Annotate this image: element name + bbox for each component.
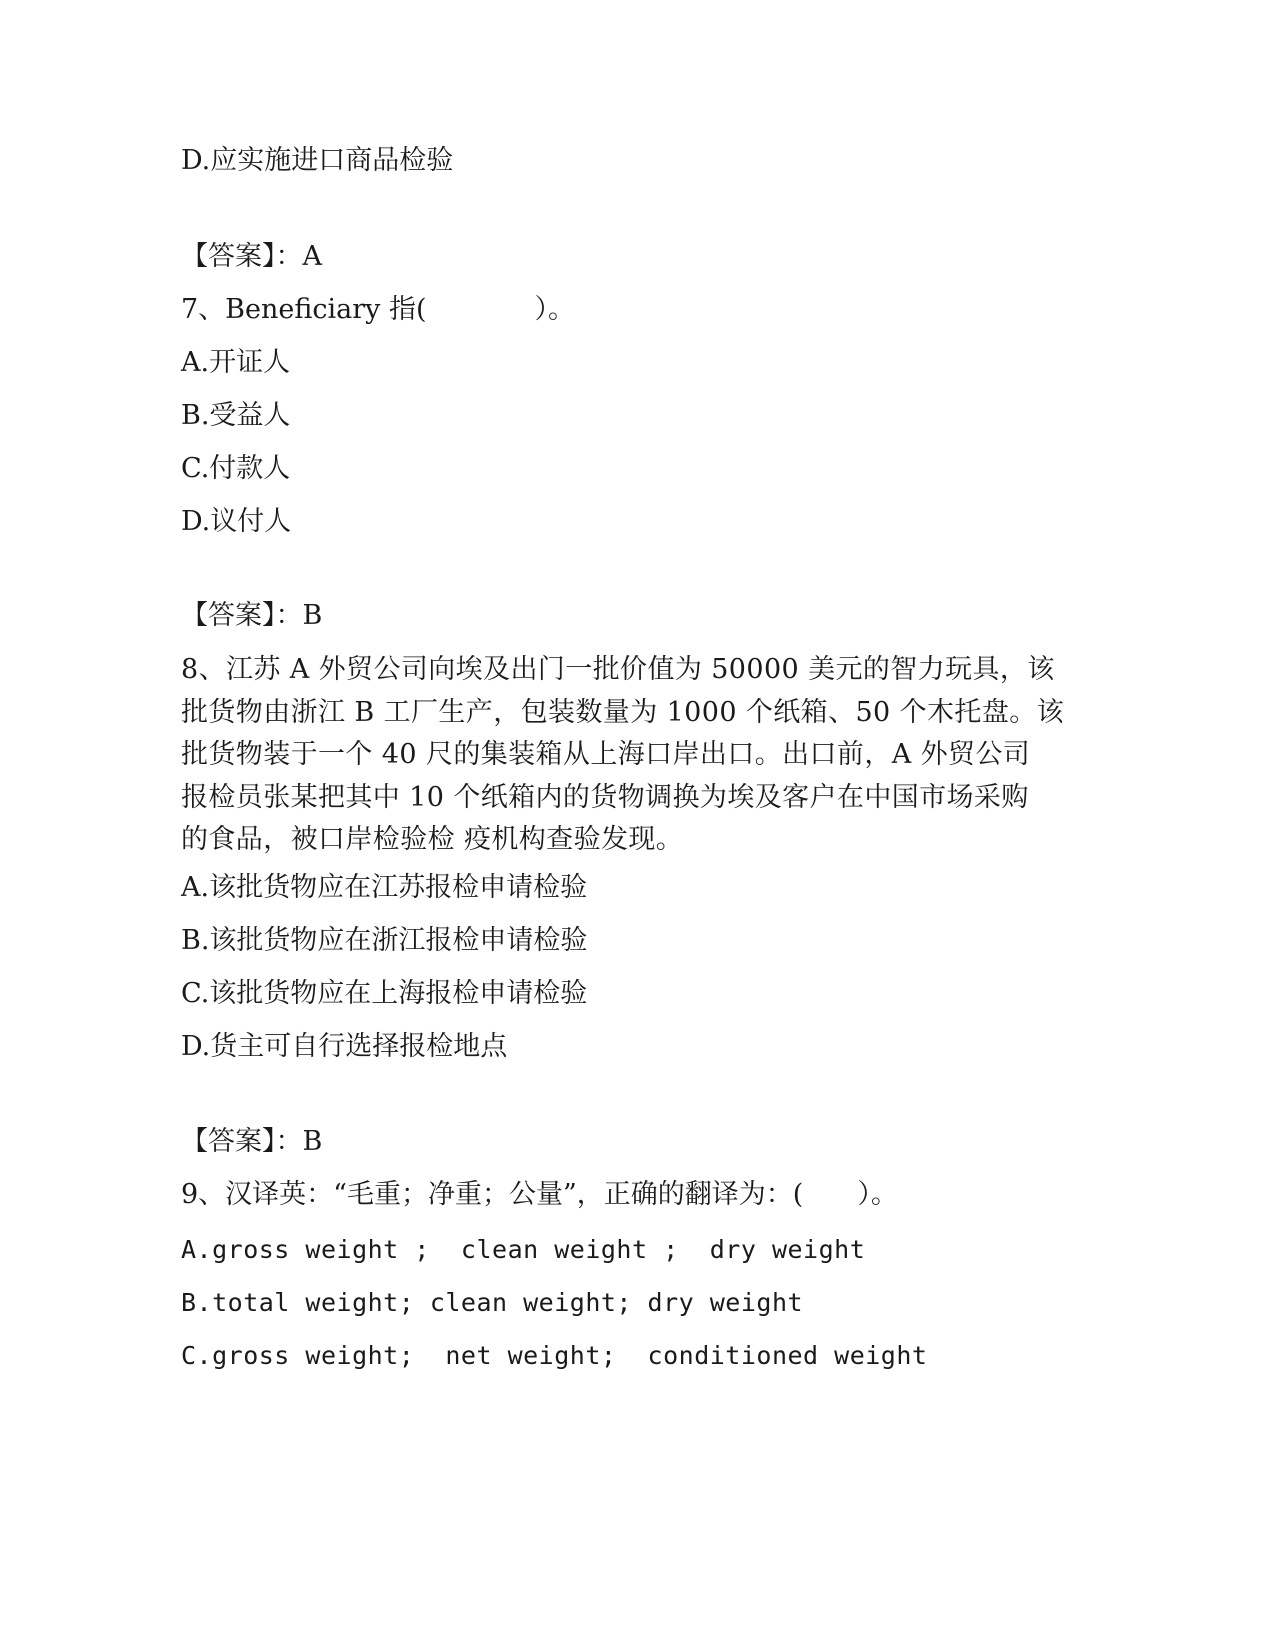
q8-question (181, 649, 1081, 862)
q7-option-a: A.开证人 (181, 347, 291, 378)
q9-question: 9、汉译英：“毛重；净重；公量”，正确的翻译为：( ）。 (181, 1179, 898, 1210)
q9-option-a: A.gross weight ; clean weight ; dry weight (181, 1235, 866, 1264)
q7-option-d: D.议付人 (181, 506, 292, 537)
q7-question: 7、Beneficiary 指( ）。 (181, 294, 576, 325)
q7-option-c: C.付款人 (181, 453, 291, 484)
q8-question-line: 的食品，被口岸检验检 疫机构查验发现。 (181, 824, 684, 855)
q6-option-d: D.应实施进口商品检验 (181, 145, 454, 176)
q8-option-d: D.货主可自行选择报检地点 (181, 1031, 508, 1062)
q9-option-c: C.gross weight; net weight; conditioned weight (181, 1341, 928, 1370)
q7-answer: 【答案】：B (181, 600, 323, 631)
q8-option-a: A.该批货物应在江苏报检申请检验 (181, 872, 588, 903)
q6-answer: 【答案】：A (181, 241, 322, 272)
q8-question-line: 报检员张某把其中 10 个纸箱内的货物调换为埃及客户在中国市场采购 (181, 781, 1029, 813)
q8-answer: 【答案】：B (181, 1126, 323, 1157)
q7-option-b: B.受益人 (181, 400, 291, 431)
q9-option-b: B.total weight; clean weight; dry weight (181, 1288, 804, 1317)
q8-question-line: 批货物装于一个 40 尺的集装箱从上海口岸出口。出口前，A 外贸公司 (181, 739, 1031, 770)
q8-question-line: 批货物由浙江 B 工厂生产，包装数量为 1000 个纸箱、50 个木托盘。该 (181, 696, 1065, 728)
q8-option-c: C.该批货物应在上海报检申请检验 (181, 978, 588, 1009)
q8-question-line: 8、江苏 A 外贸公司向埃及出门一批价值为 50000 美元的智力玩具，该 (181, 654, 1055, 685)
q8-option-b: B.该批货物应在浙江报检申请检验 (181, 925, 588, 956)
